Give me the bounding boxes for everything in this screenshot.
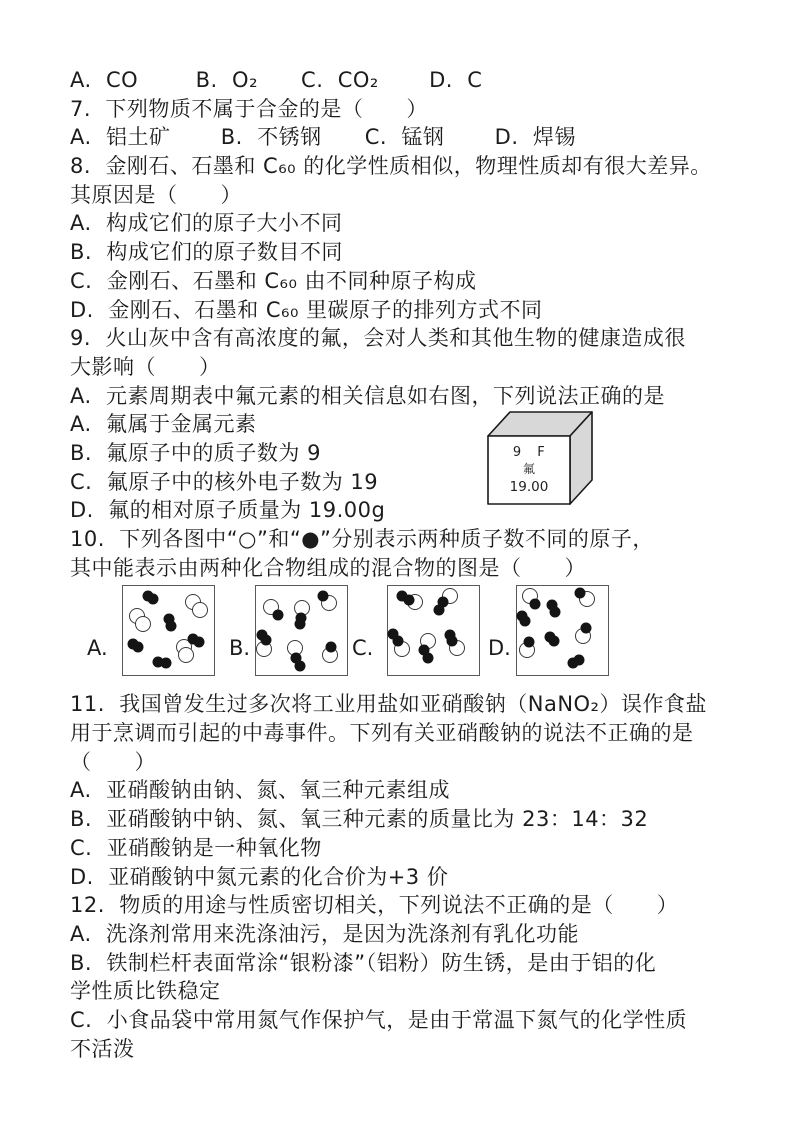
black-atom-icon [423,652,434,663]
text-line: 不活泼 [70,1036,135,1061]
white-atom-icon [135,616,151,632]
text-line: D. 亚硝酸钠中氮元素的化合价为+3 价 [70,864,449,889]
black-atom-icon [549,635,560,646]
black-atom-icon [166,621,177,632]
black-atom-icon [261,634,272,645]
text-line: A. CO B. O₂ C. CO₂ D. C [70,68,483,92]
text-line: B. 氟原子中的质子数为 9 [70,440,321,465]
text-line: C. 亚硝酸钠是一种氧化物 [70,835,322,860]
text-line: 其中能表示由两种化合物组成的混合物的图是（ ） [70,555,586,580]
molecule-diagram-box [516,585,609,676]
black-atom-icon [160,657,171,668]
text-line: 7. 下列物质不属于合金的是（ ） [70,96,428,121]
text-line: 8. 金刚石、石墨和 C₆₀ 的化学性质相似，物理性质却有很大差异。 [70,154,712,179]
black-atom-icon [148,593,159,604]
text-line: 11. 我国曾发生过多次将工业用盐如亚硝酸钠（NaNO₂）误作食盐 [70,692,707,717]
black-atom-icon [581,623,592,634]
molecule-diagram-row [70,582,733,690]
black-atom-icon [272,609,283,620]
text-line: 12. 物质的用途与性质密切相关，下列说法不正确的是（ ） [70,893,679,918]
molecule-diagram-box [255,585,348,676]
black-atom-icon [523,636,534,647]
black-atom-icon [446,635,457,646]
black-atom-icon [325,641,336,652]
element-atomic-mass: 19.00 [509,479,549,495]
diagram-label: B. [229,636,251,661]
text-line: C. 小食品袋中常用氮气作保护气，是由于常温下氮气的化学性质 [70,1007,688,1032]
text-line: A. 氟属于金属元素 [70,412,257,437]
diagram-label: C. [352,636,374,661]
white-atom-icon [192,602,208,618]
text-line: 9. 火山灰中含有高浓度的氟，会对人类和其他生物的健康造成很 [70,326,686,351]
text-line: 大影响（ ） [70,354,221,379]
text-line: （ ） [70,749,156,774]
text-line: C. 金刚石、石墨和 C₆₀ 由不同种原子构成 [70,268,477,293]
white-atom-icon [178,647,194,663]
black-atom-icon [574,587,585,598]
text-line: 用于烹调而引起的中毒事件。下列有关亚硝酸钠的说法不正确的是 [70,721,694,746]
black-atom-icon [573,655,584,666]
text-line: A. 洗涤剂常用来洗涤油污，是因为洗涤剂有乳化功能 [70,921,580,946]
black-atom-icon [294,660,305,671]
text-line: B. 构成它们的原子数目不同 [70,240,343,265]
text-line: 学性质比铁稳定 [70,979,221,1004]
black-atom-icon [520,616,531,627]
text-line: B. 亚硝酸钠中钠、氮、氧三种元素的质量比为 23：14：32 [70,807,649,832]
black-atom-icon [193,637,204,648]
diagram-label: D. [488,636,511,661]
black-atom-icon [294,618,305,629]
text-line: D. 氟的相对原子质量为 19.00g [70,498,386,523]
text-line: A. 亚硝酸钠由钠、氮、氧三种元素组成 [70,778,451,803]
text-line: 其原因是（ ） [70,182,242,207]
black-atom-icon [403,594,414,605]
text-line: C. 氟原子中的核外电子数为 19 [70,469,379,494]
question-text-block-bottom [70,690,733,1063]
fluorine-element-cube [487,410,593,506]
text-line: A. 构成它们的原子大小不同 [70,211,343,236]
element-atomic-number: 9 [512,445,522,460]
text-line: A. 铝土矿 B. 不锈钢 C. 锰钢 D. 焊锡 [70,125,576,150]
black-atom-icon [318,591,329,602]
diagram-label: A. [87,636,108,661]
molecule-diagram-box [122,585,215,676]
text-line: D. 金刚石、石墨和 C₆₀ 里碳原子的排列方式不同 [70,297,543,322]
black-atom-icon [433,604,444,615]
black-atom-icon [530,599,541,610]
black-atom-icon [393,635,404,646]
element-symbol: F [537,445,545,460]
element-name-cn: 氟 [522,462,536,476]
text-line: B. 铁制栏杆表面常涂“银粉漆”（铝粉）防生锈，是由于铝的化 [70,950,657,975]
molecule-diagram-box [387,585,480,676]
black-atom-icon [550,607,561,618]
black-atom-icon [133,641,144,652]
text-line: 10. 下列各图中“○”和“●”分别表示两种质子数不同的原子， [70,527,654,551]
question-text-block-top [70,66,733,582]
text-line: A. 元素周期表中氟元素的相关信息如右图，下列说法正确的是 [70,383,666,408]
